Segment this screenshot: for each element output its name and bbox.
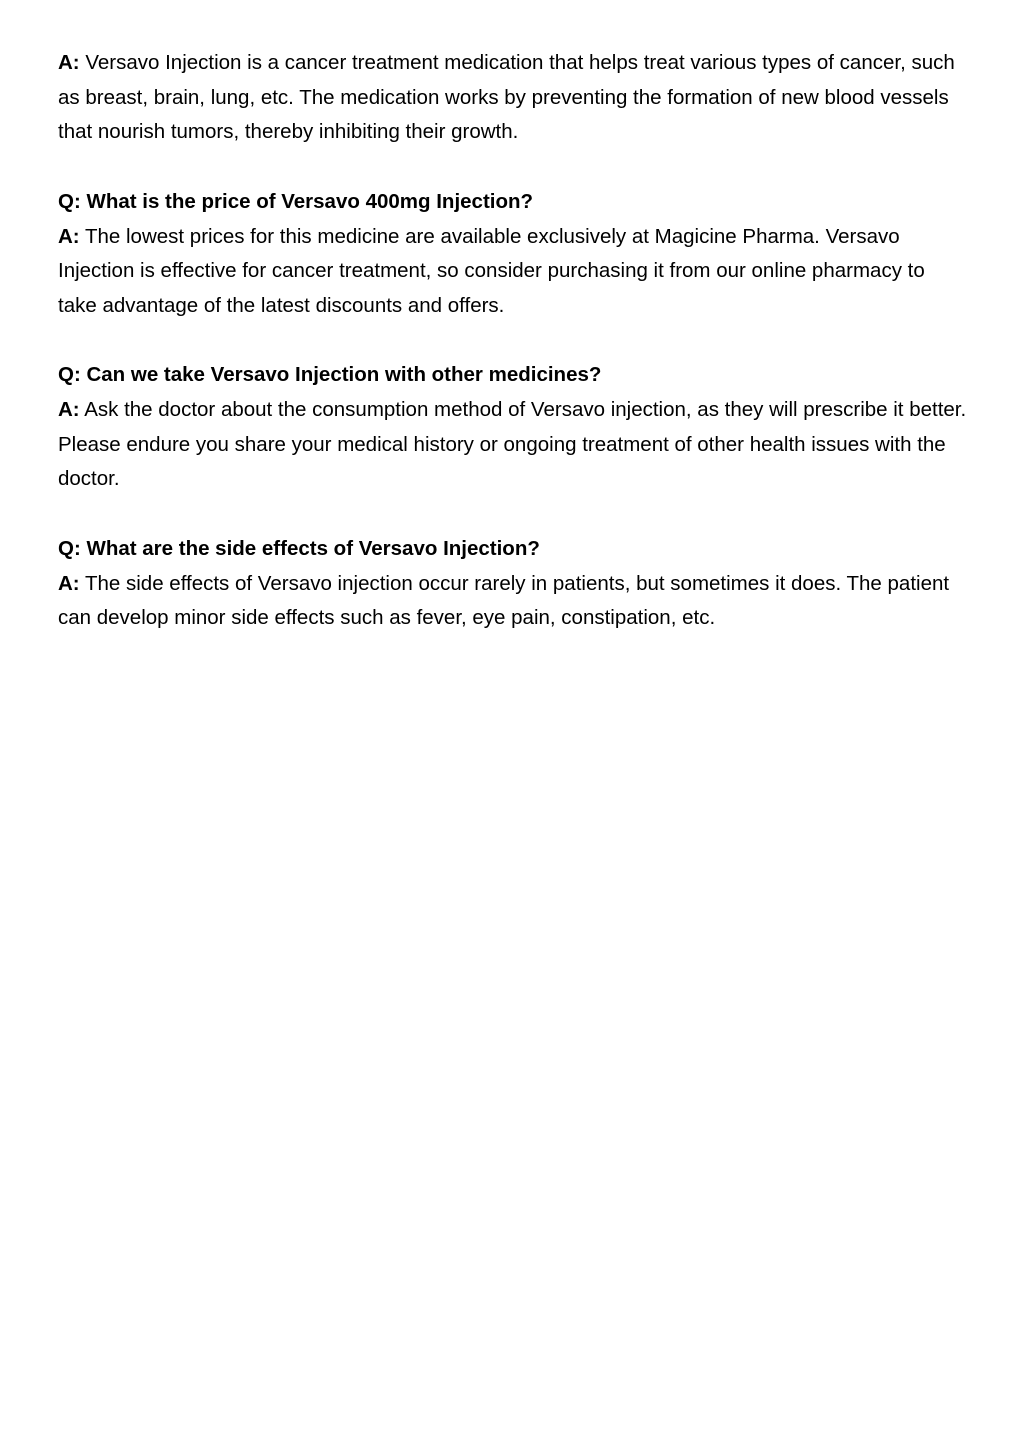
answer-text: Versavo Injection is a cancer treatment medication that helps treat various types of cancer, such as breast, brain, lung, etc. The medication works by preventing the formation of new blood vessels that nourish tumors, thereby inhibiting their growth. <box>58 51 955 144</box>
answer-text: Ask the doctor about the consumption method of Versavo injection, as they will prescribe it better. Please endure you share your medical history or ongoing treatment of other health issues with the doctor. <box>58 398 967 491</box>
faq-answer <box>58 393 968 497</box>
answer-prefix: A: <box>58 51 80 74</box>
faq-answer <box>58 220 968 324</box>
faq-item <box>58 46 968 150</box>
faq-question: Q: Can we take Versavo Injection with other medicines? <box>58 363 602 387</box>
faq-question: Q: What are the side effects of Versavo Injection? <box>58 536 540 560</box>
answer-prefix: A: <box>58 571 80 595</box>
faq-question: Q: What is the price of Versavo 400mg Injection? <box>58 189 534 213</box>
faq-item <box>58 358 968 497</box>
answer-text: The lowest prices for this medicine are available exclusively at Magicine Pharma. Versavo Injection is effective for cancer treatment, so consider purchasing it from our online pharmacy to take advantage of the latest discounts and offers. <box>58 224 925 317</box>
answer-text: The side effects of Versavo injection occur rarely in patients, but sometimes it does. The patient can develop minor side effects such as fever, eye pain, constipation, etc. <box>58 571 950 630</box>
document-page <box>58 46 968 671</box>
answer-prefix: A: <box>58 398 80 421</box>
faq-item <box>58 185 968 324</box>
faq-item <box>58 532 968 636</box>
faq-answer <box>58 46 968 150</box>
faq-answer <box>58 567 968 636</box>
answer-prefix: A: <box>58 224 80 248</box>
